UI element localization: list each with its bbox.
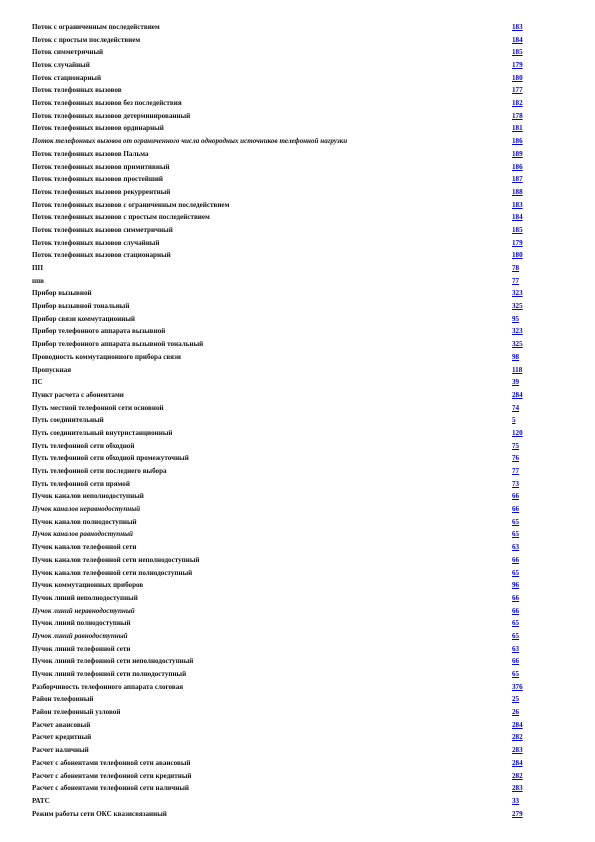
page-number-link[interactable]: 185: [512, 225, 523, 234]
index-term: Путь телефонной сети последнего выбора: [32, 467, 167, 476]
index-entry: [32, 744, 552, 757]
index-term: Пучок каналов неполнодоступный: [32, 492, 144, 501]
index-term: Пучок линий неполнодоступный: [32, 593, 138, 602]
index-term: Путь соединительный: [32, 416, 104, 425]
index-term: Пучок линий равнодоступный: [32, 631, 128, 640]
index-term: Пучок линий телефонной сети неполнодоступный: [32, 657, 194, 666]
index-term: Поток телефонных вызовов без последействия: [32, 99, 182, 108]
page-number-link[interactable]: 184: [512, 35, 523, 44]
page-number-link[interactable]: 181: [512, 124, 523, 133]
page-number-link[interactable]: 65: [512, 670, 520, 679]
index-term: Разборчивость телефонного аппарата слоговая: [32, 682, 184, 691]
index-entry: [32, 46, 552, 59]
index-entry: [32, 808, 552, 821]
index-entry: [32, 503, 552, 516]
index-entry: [32, 452, 552, 465]
index-term: Поток телефонных вызовов с ограниченным последействием: [32, 200, 230, 209]
index-entry: [32, 630, 552, 643]
page-number-link[interactable]: 65: [512, 631, 520, 640]
index-entry: [32, 643, 552, 656]
page-number-link[interactable]: 66: [512, 657, 520, 666]
index-term: Прибор телефонного аппарата вызывной: [32, 327, 166, 336]
page-number-link[interactable]: 283: [512, 746, 523, 755]
index-term: Пучок линий неравнодоступный: [32, 606, 135, 615]
index-entry: [32, 605, 552, 618]
page-number-link[interactable]: 189: [512, 149, 523, 158]
index-term: Пучок каналов телефонной сети: [32, 543, 137, 552]
index-term: Поток симметричный: [32, 48, 104, 57]
index-term: Прибор вызывной тональный: [32, 302, 130, 311]
index-term: Пункт расчета с абонентами: [32, 390, 124, 399]
index-entry: [32, 490, 552, 503]
index-term: Путь телефонной сети обходной: [32, 441, 135, 450]
page-number-link[interactable]: 179: [512, 61, 523, 70]
index-term: Расчет с абонентами телефонной сети наличный: [32, 784, 189, 793]
index-entry: [32, 554, 552, 567]
index-term: ппв: [32, 276, 45, 285]
index-term: Режим работы сети ОКС квазисвязанный: [32, 809, 167, 818]
index-entry: [32, 338, 552, 351]
page-number-link[interactable]: 282: [512, 771, 523, 780]
index-entry: [32, 123, 552, 136]
index-entry: [32, 402, 552, 415]
index-entry: [32, 275, 552, 288]
page-number-link[interactable]: 26: [512, 708, 520, 717]
index-entry: [32, 148, 552, 161]
index-term: Поток телефонных вызовов случайный: [32, 238, 160, 247]
page-number-link[interactable]: 323: [512, 327, 523, 336]
index-entry: [32, 516, 552, 529]
page-number-link[interactable]: 73: [512, 479, 520, 488]
page-number-link[interactable]: 74: [512, 403, 520, 412]
index-term: Расчет авансовый: [32, 720, 91, 729]
index-entry: [32, 173, 552, 186]
page-number-link[interactable]: 183: [512, 200, 523, 209]
index-term: Поток телефонных вызовов рекуррентный: [32, 187, 171, 196]
page-number-link[interactable]: 63: [512, 644, 520, 653]
index-term: Поток телефонных вызовов детерминированный: [32, 111, 191, 120]
index-term: Расчет кредитный: [32, 733, 92, 742]
index-term: Проводность коммутационного прибора связи: [32, 352, 181, 361]
index-entry: [32, 427, 552, 440]
index-entry: [32, 224, 552, 237]
index-entry: [32, 97, 552, 110]
page-number-link[interactable]: 120: [512, 428, 523, 437]
index-term: Расчет с абонентами телефонной сети кредитный: [32, 771, 192, 780]
page-number-link[interactable]: 65: [512, 517, 520, 526]
index-term: Поток телефонных вызовов с простым последействием: [32, 213, 210, 222]
index-entry: [32, 567, 552, 580]
index-entry: [32, 326, 552, 339]
index-entry: [32, 21, 552, 34]
index-entry: [32, 364, 552, 377]
index-entry: [32, 668, 552, 681]
index-entry: [32, 351, 552, 364]
index-entry: [32, 300, 552, 313]
index-entry: [32, 782, 552, 795]
index-term: Прибор телефонного аппарата вызывной тональный: [32, 340, 204, 349]
page-number-link[interactable]: 283: [512, 784, 523, 793]
index-entry: [32, 376, 552, 389]
index-term: Пучок каналов равнодоступный: [32, 530, 133, 539]
index-entry: [32, 706, 552, 719]
page-number-link[interactable]: 376: [512, 682, 523, 691]
page-number-link[interactable]: 25: [512, 695, 520, 704]
index-entry: [32, 84, 552, 97]
page-number-link[interactable]: 279: [512, 809, 523, 818]
page-number-link[interactable]: 66: [512, 492, 520, 501]
index-term: ПС: [32, 378, 43, 387]
page-number-link[interactable]: 325: [512, 302, 523, 311]
index-term: Пучок каналов телефонной сети неполнодоступный: [32, 555, 200, 564]
page-number-link[interactable]: 33: [512, 796, 520, 805]
index-entry: [32, 72, 552, 85]
index-term: Поток с простым последействием: [32, 35, 141, 44]
index-term: Путь местной телефонной сети основной: [32, 403, 164, 412]
page-number-link[interactable]: 284: [512, 720, 523, 729]
page-number-link[interactable]: 180: [512, 251, 523, 260]
page-number-link[interactable]: 180: [512, 73, 523, 82]
index-entry: [32, 770, 552, 783]
page-number-link[interactable]: 78: [512, 264, 520, 273]
index-term: Район телефонный узловой: [32, 708, 121, 717]
page-number-link[interactable]: 186: [512, 162, 523, 171]
page-number-link[interactable]: 188: [512, 187, 523, 196]
index-entry: [32, 262, 552, 275]
page-number-link[interactable]: 187: [512, 175, 523, 184]
index-entry: [32, 795, 552, 808]
page-number-link[interactable]: 66: [512, 606, 520, 615]
index-entry: [32, 592, 552, 605]
index-entry: [32, 249, 552, 262]
page-number-link[interactable]: 65: [512, 530, 520, 539]
index-entry: [32, 440, 552, 453]
index-term: ПП: [32, 264, 44, 273]
index-entry: [32, 541, 552, 554]
page-number-link[interactable]: 182: [512, 99, 523, 108]
page-number-link[interactable]: 66: [512, 505, 520, 514]
page-number-link[interactable]: 66: [512, 593, 520, 602]
page-number-link[interactable]: 284: [512, 390, 523, 399]
page-number-link[interactable]: 77: [512, 276, 520, 285]
index-entry: [32, 617, 552, 630]
index-entry: [32, 110, 552, 123]
index-entry: [32, 414, 552, 427]
index-entry: [32, 186, 552, 199]
index-term: Пропускная: [32, 365, 72, 374]
index-entry: [32, 757, 552, 770]
page-number-link[interactable]: 282: [512, 733, 523, 742]
index-entry: [32, 211, 552, 224]
index-term: Пучок каналов полнодоступный: [32, 517, 137, 526]
index-entry: [32, 287, 552, 300]
index-term: Поток стационарный: [32, 73, 102, 82]
page-number-link[interactable]: 63: [512, 543, 520, 552]
page-number-link[interactable]: 75: [512, 441, 520, 450]
index-list: [32, 21, 552, 820]
index-term: Поток случайный: [32, 61, 90, 70]
index-entry: [32, 389, 552, 402]
page-number-link[interactable]: 323: [512, 289, 523, 298]
index-term: Расчет с абонентами телефонной сети авансовый: [32, 758, 191, 767]
index-term: Поток телефонных вызовов примитивный: [32, 162, 170, 171]
page-number-link[interactable]: 183: [512, 22, 523, 31]
page-number-link[interactable]: 118: [512, 365, 523, 374]
index-term: Поток с ограниченным последействием: [32, 22, 160, 31]
index-term: Путь соединительный внутристанционный: [32, 428, 173, 437]
index-term: Расчет наличный: [32, 746, 89, 755]
index-term: Поток телефонных вызовов от ограниченного числа однородных источников телефонной нагрузки: [32, 137, 348, 146]
page-number-link[interactable]: 65: [512, 568, 520, 577]
index-term: Путь телефонной сети обходной промежуточный: [32, 454, 189, 463]
index-term: Пучок коммутационных приборов: [32, 581, 144, 590]
page-number-link[interactable]: 186: [512, 137, 523, 146]
page-number-link[interactable]: 5: [512, 416, 516, 425]
index-entry: [32, 681, 552, 694]
index-entry: [32, 237, 552, 250]
page-number-link[interactable]: 185: [512, 48, 523, 57]
page-number-link[interactable]: 98: [512, 352, 520, 361]
index-entry: [32, 161, 552, 174]
index-entry: [32, 59, 552, 72]
page-number-link[interactable]: 177: [512, 86, 523, 95]
index-entry: [32, 313, 552, 326]
index-term: Прибор связи коммутационный: [32, 314, 135, 323]
index-term: Поток телефонных вызовов простейший: [32, 175, 164, 184]
index-term: Путь телефонной сети прямой: [32, 479, 130, 488]
index-entry: [32, 465, 552, 478]
index-term: Поток телефонных вызовов Пальма: [32, 149, 149, 158]
page-number-link[interactable]: 184: [512, 213, 523, 222]
index-term: Поток телефонных вызовов стационарный: [32, 251, 171, 260]
page-number-link[interactable]: 76: [512, 454, 520, 463]
page-number-link[interactable]: 39: [512, 378, 520, 387]
index-term: Район телефонный: [32, 695, 94, 704]
index-term: РАТС: [32, 796, 50, 805]
index-term: Пучок линий телефонной сети: [32, 644, 131, 653]
index-term: Поток телефонных вызовов: [32, 86, 122, 95]
index-entry: [32, 719, 552, 732]
index-entry: [32, 529, 552, 542]
index-entry: [32, 135, 552, 148]
page-number-link[interactable]: 179: [512, 238, 523, 247]
index-term: Поток телефонных вызовов симметричный: [32, 225, 173, 234]
page-number-link[interactable]: 325: [512, 340, 523, 349]
index-term: Пучок линий полнодоступный: [32, 619, 131, 628]
page-number-link[interactable]: 77: [512, 467, 520, 476]
index-entry: [32, 693, 552, 706]
index-entry: [32, 199, 552, 212]
page-number-link[interactable]: 284: [512, 758, 523, 767]
index-entry: [32, 655, 552, 668]
page-number-link[interactable]: 96: [512, 581, 520, 590]
page-number-link[interactable]: 178: [512, 111, 523, 120]
index-entry: [32, 478, 552, 491]
index-term: Пучок каналов телефонной сети полнодоступный: [32, 568, 193, 577]
page-number-link[interactable]: 66: [512, 555, 520, 564]
index-entry: [32, 34, 552, 47]
index-term: Поток телефонных вызовов ординарный: [32, 124, 164, 133]
index-entry: [32, 732, 552, 745]
index-term: Пучок линий телефонной сети полнодоступный: [32, 670, 187, 679]
index-term: Пучок каналов неравнодоступный: [32, 505, 141, 514]
page-number-link[interactable]: 95: [512, 314, 520, 323]
index-entry: [32, 579, 552, 592]
index-term: Прибор вызывной: [32, 289, 92, 298]
page-number-link[interactable]: 65: [512, 619, 520, 628]
